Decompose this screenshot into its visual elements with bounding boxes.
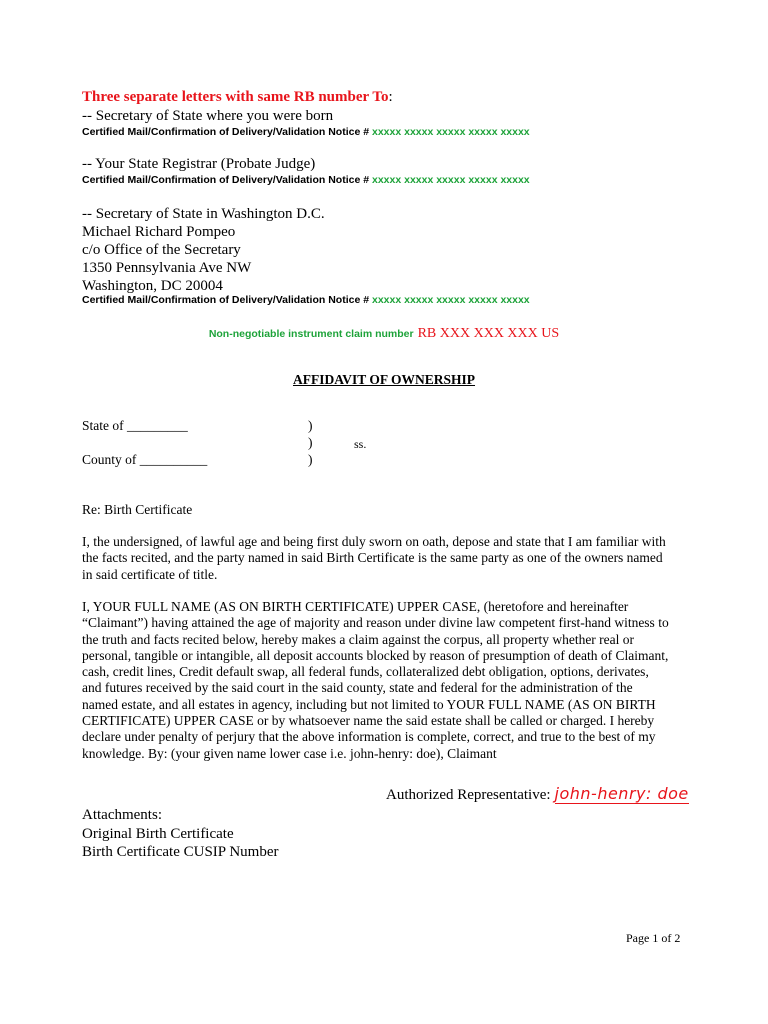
claim-number-value: RB XXX XXX XXX US	[417, 326, 560, 341]
intro-heading	[82, 89, 393, 106]
paragraph-2-line: and futures received by the said court in the said county, state and federal for the administration of the	[82, 680, 633, 696]
document-title: AFFIDAVIT OF OWNERSHIP	[292, 372, 476, 387]
recipient-1-notice	[82, 126, 530, 139]
county-label: County of	[82, 452, 137, 467]
paragraph-1-line: I, the undersigned, of lawful age and being first duly sworn on oath, depose and state that I am familiar with	[82, 534, 666, 549]
intro-colon: :	[388, 89, 393, 105]
state-label: State of	[82, 418, 124, 433]
recipient-3-line-4: 1350 Pennsylvania Ave NW	[82, 260, 252, 276]
recipient-3-line-1: -- Secretary of State in Washington D.C.	[82, 206, 325, 222]
county-blank: __________	[139, 452, 208, 467]
attachment-item: Original Birth Certificate	[82, 826, 234, 842]
paragraph-2	[82, 599, 688, 762]
paragraph-2-line: I, YOUR FULL NAME (AS ON BIRTH CERTIFICATE) UPPER CASE, (heretofore and hereinafter	[82, 599, 629, 614]
venue-paren-3: )	[308, 452, 313, 467]
paragraph-2-line: declare under penalty of perjury that the above information is complete, correct, and true to the best of my	[82, 729, 656, 745]
recipient-3-line-5: Washington, DC 20004	[82, 278, 223, 294]
state-blank: _________	[127, 418, 188, 433]
recipient-2-notice	[82, 174, 530, 187]
notice-number: xxxxx xxxxx xxxxx xxxxx xxxxx	[371, 174, 530, 186]
paragraph-2-line: personal, tangible or intangible, all deposit accounts blocked by reason of presumption of death of Claimant,	[82, 647, 669, 663]
venue-ss: ss.	[354, 437, 367, 451]
claim-number	[0, 324, 768, 342]
page-number: Page 1 of 2	[626, 931, 681, 945]
paragraph-2-line: the truth and facts recited below, hereby makes a claim against the corpus, all property whether real or	[82, 631, 635, 647]
authorized-representative	[386, 784, 689, 804]
paragraph-2-line: “Claimant”) having attained the age of majority and reason under divine law competent first-hand witness to	[82, 615, 669, 631]
attachment-item: Birth Certificate CUSIP Number	[82, 844, 279, 860]
attachments-heading: Attachments:	[82, 807, 162, 823]
claim-number-label: Non-negotiable instrument claim number	[208, 328, 414, 340]
paragraph-2-line: CERTIFICATE) UPPER CASE or by whatsoever name the said estate shall be called or charged. I hereby	[82, 713, 655, 729]
intro-heading-text: Three separate letters with same RB number To	[82, 89, 389, 105]
notice-label: Certified Mail/Confirmation of Delivery/Validation Notice #	[82, 294, 370, 306]
venue-county	[82, 452, 207, 469]
paragraph-1-line: in said certificate of title.	[82, 566, 218, 582]
re-line: Re: Birth Certificate	[82, 502, 193, 517]
recipient-2-line: -- Your State Registrar (Probate Judge)	[82, 156, 316, 172]
venue-paren-1: )	[308, 418, 313, 433]
venue-paren-2: )	[308, 435, 313, 450]
notice-number: xxxxx xxxxx xxxxx xxxxx xxxxx	[371, 294, 530, 306]
notice-label: Certified Mail/Confirmation of Delivery/Validation Notice #	[82, 126, 370, 138]
notice-label: Certified Mail/Confirmation of Delivery/Validation Notice #	[82, 174, 370, 186]
notice-number: xxxxx xxxxx xxxxx xxxxx xxxxx	[371, 126, 530, 138]
authorized-label: Authorized Representative:	[386, 787, 551, 803]
paragraph-1	[82, 534, 688, 583]
paragraph-2-line: knowledge. By: (your given name lower case i.e. john-henry: doe), Claimant	[82, 745, 497, 761]
paragraph-1-line: the facts recited, and the party named in said Birth Certificate is the same party as one of the owners named	[82, 550, 663, 566]
recipient-3-notice	[82, 294, 530, 307]
recipient-3-line-2: Michael Richard Pompeo	[82, 224, 236, 240]
signature: john-henry: doe	[554, 784, 689, 803]
paragraph-2-line: named estate, and all estates in agency, including but not limited to YOUR FULL NAME (AS ON BIRTH	[82, 696, 656, 712]
paragraph-2-line: cash, credit lines, Credit default swap, all federal funds, collateralized debt obligation, options, derivates,	[82, 664, 649, 680]
recipient-3-line-3: c/o Office of the Secretary	[82, 242, 241, 258]
recipient-1-line: -- Secretary of State where you were born	[82, 108, 334, 124]
venue-state	[82, 418, 188, 435]
